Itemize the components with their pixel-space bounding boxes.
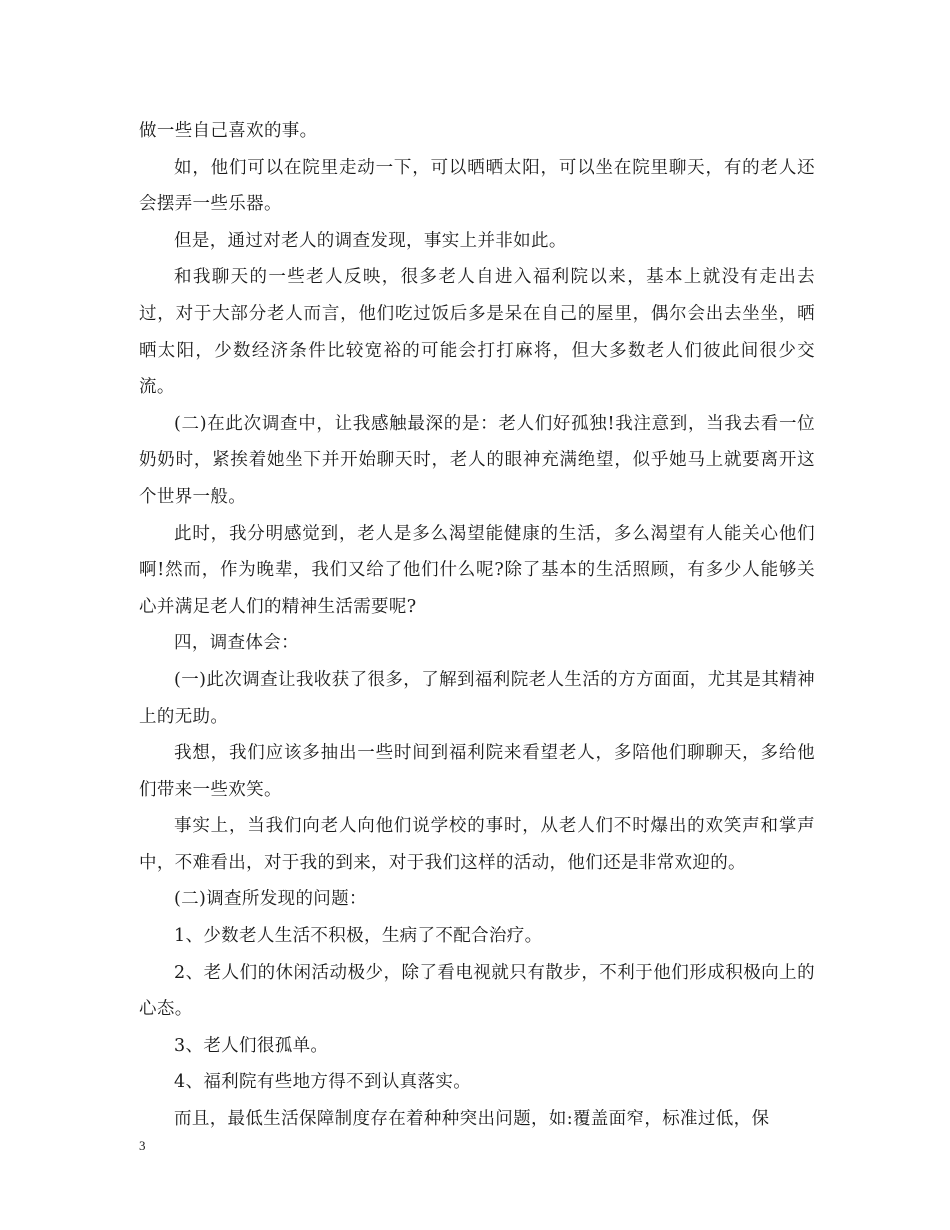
paragraph-16: 而且，最低生活保障制度存在着种种突出问题，如:覆盖面窄，标准过低，保 [174, 1109, 770, 1130]
list-item-1: 1、少数老人生活不积极，生病了不配合治疗。 [174, 926, 543, 947]
paragraph-9: 我想，我们应该多抽出一些时间到福利院来看望老人，多陪他们聊聊天，多给他们带来一些欢笑。 [139, 743, 815, 800]
list-item-2: 2、老人们的休闲活动极少，除了看电视就只有散步，不利于他们形成积极向上的心态。 [139, 962, 815, 1020]
page-number: 3 [139, 1138, 146, 1153]
paragraph-2: 如，他们可以在院里走动一下，可以晒晒太阳，可以坐在院里聊天，有的老人还会摆弄一些乐器。 [139, 157, 815, 215]
paragraph-6: 此时，我分明感觉到，老人是多么渴望能健康的生活，多么渴望有人能关心他们啊!然而，作为晚辈，我们又给了他们什么呢?除了基本的生活照顾，有多少人能够关心并满足老人们的精神生活需要呢? [139, 523, 815, 617]
paragraph-1: 做一些自己喜欢的事。 [139, 121, 318, 141]
section-heading-survey-reflections: 四，调查体会： [174, 633, 299, 654]
paragraph-4: 和我聊天的一些老人反映，很多老人自进入福利院以来，基本上就没有走出去过，对于大部分老人而言，他们吃过饭后多是呆在自己的屋里，偶尔会出去坐坐，晒晒太阳，少数经济条件比较宽裕的可能会打打麻将，但大多数老人们彼此间很少交流。 [139, 267, 815, 398]
list-item-4: 4、福利院有些地方得不到认真落实。 [174, 1072, 472, 1093]
paragraph-8: (一)此次调查让我收获了很多，了解到福利院老人生活的方方面面，尤其是其精神上的无助。 [139, 669, 815, 727]
paragraph-3: 但是，通过对老人的调查发现，事实上并非如此。 [174, 230, 567, 251]
paragraph-10: 事实上，当我们向老人向他们说学校的事时，从老人们不时爆出的欢笑声和掌声中，不难看出，对于我的到来，对于我们这样的活动，他们还是非常欢迎的。 [139, 816, 815, 873]
document-body [139, 113, 815, 1138]
list-item-3: 3、老人们很孤单。 [174, 1035, 329, 1056]
paragraph-5: (二)在此次调查中，让我感触最深的是：老人们好孤独!我注意到，当我去看一位奶奶时，紧挨着她坐下并开始聊天时，老人的眼神充满绝望，似乎她马上就要离开这个世界一般。 [139, 413, 815, 507]
subheading-problems-found: (二)调查所发现的问题： [174, 889, 367, 910]
